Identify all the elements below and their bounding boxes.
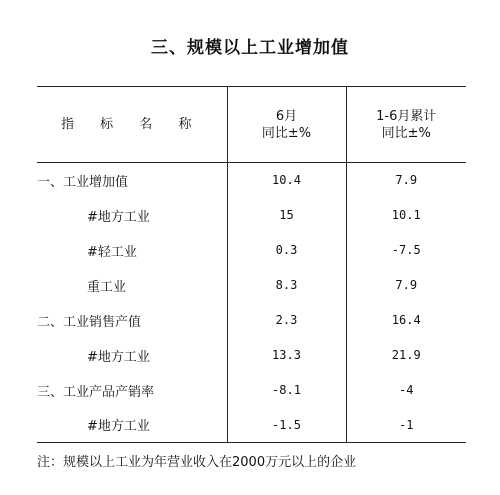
row-label: #地方工业 — [87, 349, 150, 365]
header-ytd-line2: 同比±% — [381, 125, 431, 141]
header-name-text: 指 标 名 称 — [61, 117, 203, 132]
table-row — [37, 338, 466, 373]
row-label: 重工业 — [87, 279, 127, 295]
table-row — [37, 303, 466, 338]
page-title: 三、规模以上工业增加值 — [151, 38, 349, 58]
row-month-value: 10.4 — [227, 163, 346, 198]
row-label: 一、工业增加值 — [37, 174, 129, 190]
row-month-value: -8.1 — [227, 373, 346, 408]
header-ytd-line1: 1-6月累计 — [376, 108, 437, 124]
row-ytd-value: 21.9 — [346, 338, 466, 373]
table-row — [37, 268, 466, 303]
header-month-line1: 6月 — [275, 108, 298, 124]
row-label: 三、工业产品产销率 — [37, 384, 155, 400]
row-label: #轻工业 — [87, 244, 137, 260]
row-ytd-value: -4 — [346, 373, 466, 408]
table-row — [37, 373, 466, 408]
row-month-value: 15 — [227, 198, 346, 233]
row-ytd-value: -7.5 — [346, 233, 466, 268]
row-label: 二、工业销售产值 — [37, 314, 142, 330]
row-ytd-value: 7.9 — [346, 163, 466, 198]
row-label: #地方工业 — [37, 408, 227, 443]
row-month-value: 0.3 — [227, 233, 346, 268]
row-ytd-value: -1 — [346, 408, 466, 443]
row-ytd-value: 7.9 — [346, 268, 466, 303]
row-month-value: 13.3 — [227, 338, 346, 373]
row-month-value: 2.3 — [227, 303, 346, 338]
row-label: #地方工业 — [87, 209, 150, 225]
header-indicator-name — [37, 87, 227, 163]
row-month-value: -1.5 — [227, 408, 346, 443]
row-ytd-value: 10.1 — [346, 198, 466, 233]
header-month-line2: 同比±% — [261, 125, 312, 141]
header-month — [227, 87, 346, 163]
table-row — [37, 233, 466, 268]
footnote: 注：规模以上工业为年营业收入在2000万元以上的企业 — [37, 455, 357, 470]
row-ytd-value: 16.4 — [346, 303, 466, 338]
table-row — [37, 198, 466, 233]
header-ytd — [346, 87, 466, 163]
table-header-row — [37, 87, 466, 163]
industry-value-table — [37, 86, 466, 443]
row-month-value: 8.3 — [227, 268, 346, 303]
table-row — [37, 163, 466, 198]
table-row — [37, 408, 466, 443]
